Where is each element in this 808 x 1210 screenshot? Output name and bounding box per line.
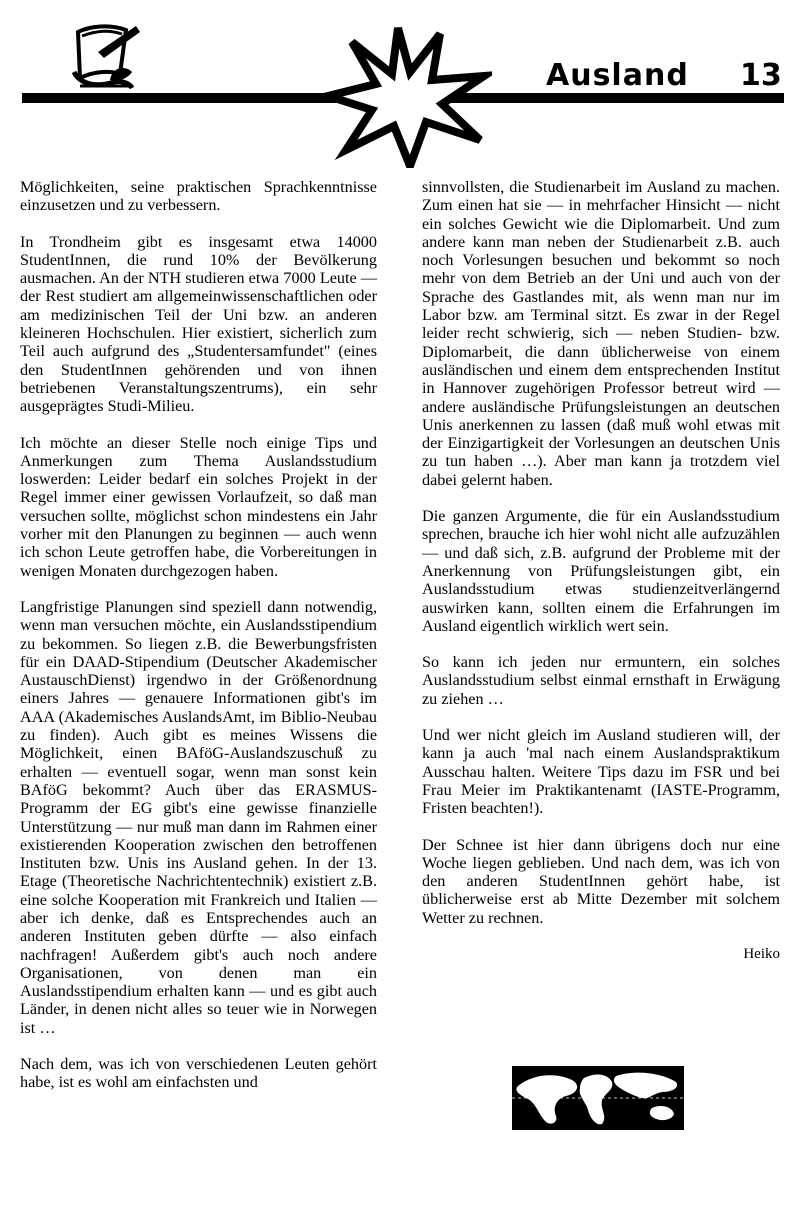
scroll-quill-icon: [70, 22, 150, 94]
paragraph: Ich möchte an dieser Stelle noch einige Tips und Anmerkungen zum Thema Auslandsstudium loswerden: Leider bedarf ein solches Projekt in der Regel immer einer gewissen Vorlaufzeit, so daß man versuchen sollte, möglichst schon mindestens ein Jahr vorher mit den Planungen zu beginnen — auch wenn ich schon Leute getroffen habe, die Vorbereitungen in wenigen Monaten durchgezogen haben.: [20, 433, 377, 580]
paragraph: Und wer nicht gleich im Ausland studieren will, der kann ja auch 'mal nach einem Auslandspraktikum Ausschau halten. Weitere Tips dazu im FSR und bei Frau Meier im Praktikantenamt (IASTE-Programm, Fristen beachten!).: [422, 726, 780, 818]
author-signature: Heiko: [743, 945, 780, 962]
paragraph: In Trondheim gibt es insgesamt etwa 14000 StudentInnen, die rund 10% der Bevölkerung ausmachen. An der NTH studieren etwa 7000 Leute — der Rest studiert am allgemeinwissenschaftlichen oder am medizinischen Teil der Uni bzw. an anderen kleineren Hochschulen. Hier existiert, sicherlich zum Teil auch aufgrund des „Studentersamfundet" (eines den StudentInnen gehörenden und von ihnen betriebenen Veranstaltungszentrums), ein sehr ausgeprägtes Studi-Milieu.: [20, 232, 377, 416]
paragraph: Die ganzen Argumente, die für ein Auslandsstudium sprechen, brauche ich hier wohl nicht alle aufzuzählen — und daß sich, z.B. aufgrund der Probleme mit der Anerkennung von Prüfungsleistungen gibt, ein Auslandsstudium etwas studienzeitverlängernd auswirken kann, sollten einem die Erfahrungen im Ausland eigentlich wirklich wert sein.: [422, 507, 780, 635]
paragraph: So kann ich jeden nur ermuntern, ein solches Auslandsstudium selbst einmal ernsthaft in Erwägung zu ziehen …: [422, 653, 780, 708]
section-title: Ausland: [546, 58, 689, 93]
paragraph: sinnvollsten, die Studienarbeit im Ausland zu machen. Zum einen hat sie — in mehrfacher Hinsicht — nicht ein solches Gewicht wie die Diplomarbeit. Und zum andere kann man neben der Studienarbeit z.B. auch noch Vorlesungen besuchen und bekommt so noch mehr von dem Betrieb an der Uni und auch von der Sprache des Gastlandes mit, als wenn man nur im Labor bzw. am Terminal sitzt. Es zwar in der Regel leider recht schwierig, sich — neben Studien- bzw. Diplomarbeit, die dann üblicherweise von einem ausländischen und einem dem entsprechenden Institut in Hannover zugehörigen Professor betreut wird — andere ausländische Prüfungsleistungen an deutschen Unis anerkennen zu lassen (daß muß wohl etwas mit der Einzigartigkeit der Vorlesungen an deutschen Unis zu tun haben …). Aber man kann ja trotzdem viel dabei gelernt haben.: [422, 178, 780, 489]
paragraph: Möglichkeiten, seine praktischen Sprachkenntnisse einzusetzen und zu verbessern.: [20, 178, 377, 215]
page-number: 13: [740, 58, 782, 93]
world-map-icon: [512, 1066, 684, 1130]
starburst-icon: [322, 18, 492, 168]
left-column: [20, 178, 377, 1110]
right-column: [422, 178, 780, 963]
paragraph: Der Schnee ist hier dann übrigens doch nur eine Woche liegen geblieben. Und nach dem, was ich von den anderen StudentInnen gehört habe, ist üblicherweise erst ab Mitte Dezember mit solchem Wetter zu rechnen.: [422, 835, 780, 927]
paragraph: Nach dem, was ich von verschiedenen Leuten gehört habe, ist es wohl am einfachsten und: [20, 1055, 377, 1092]
paragraph: Langfristige Planungen sind speziell dann notwendig, wenn man versuchen möchte, ein Auslandsstipendium zu bekommen. So liegen z.B. die Bewerbungsfristen für ein DAAD-Stipendium (Deutscher Akademischer AustauschDienst) irgendwo in der Größenordnung einers Jahres — genauere Informationen gibt's im AAA (Akademisches AuslandsAmt, im Biblio-Neubau zu finden). Auch gibt es meines Wissens die Möglichkeit, einen BAföG-Auslandszuschuß zu erhalten — eventuell sogar, wenn man sonst kein BAföG bekommt? Auch über das ERASMUS-Programm der EG gibt's eine gewisse finanzielle Unterstützung — nur muß man dann im Rahmen einer existierenden Kooperation zwischen den betroffenen Instituten bzw. Unis ins Ausland gehen. In der 13. Etage (Theoretische Nachrichtentechnik) existiert z.B. eine solche Kooperation mit Frankreich und Italien — aber ich denke, daß es Entsprechendes auch an anderen Instituten geben dürfte — also einfach nachfragen! Außerdem gibt's auch noch andere Organisationen, von denen man ein Auslandsstipendium erhalten kann — und es gibt auch Länder, in denen nicht alles so teuer wie in Norwegen ist …: [20, 597, 377, 1037]
